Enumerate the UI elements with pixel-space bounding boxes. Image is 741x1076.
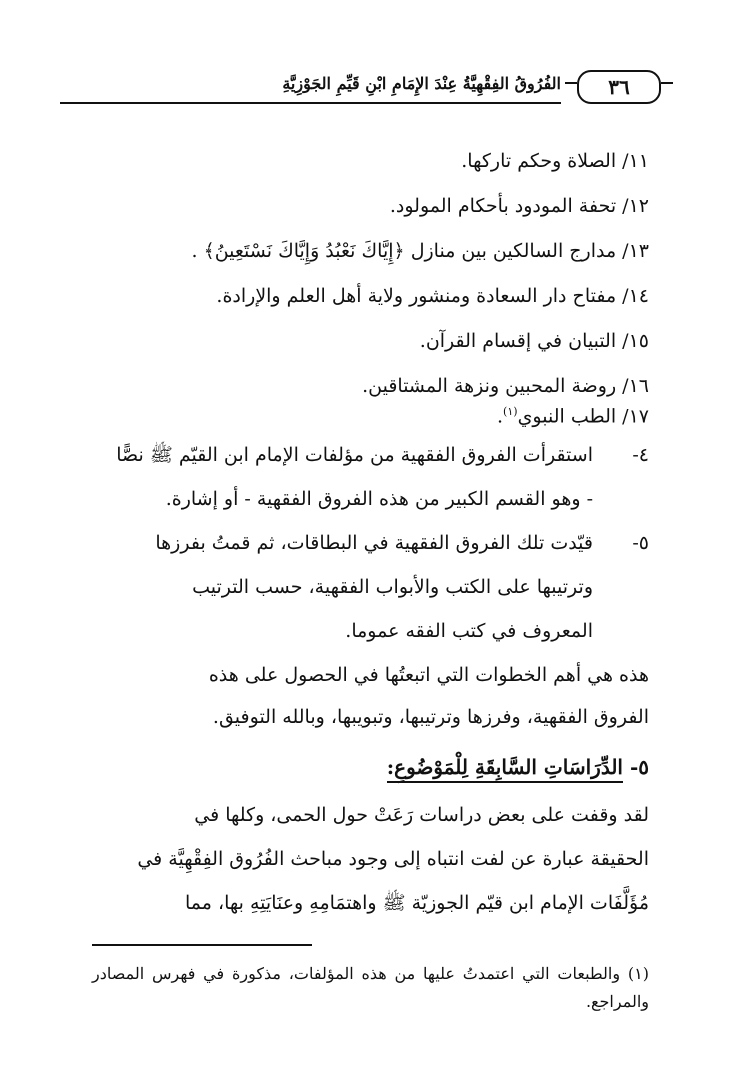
footnote [92, 960, 649, 1016]
section-title: الدِّرَاسَاتِ السَّابِقَةِ لِلْمَوْضُوعِ: [387, 755, 623, 783]
footnote-reference: (١) [503, 405, 518, 418]
section-number: ٥- [629, 755, 649, 779]
summary-line: هذه هي أهم الخطوات التي اتبعتُها في الحصول على هذه [208, 664, 649, 686]
page-header [60, 66, 661, 106]
running-title: الفُرُوقُ الفِقْهِيَّةُ عِنْدَ الإِمَامِ ابْنِ قَيِّمِ الجَوْزِيَّةِ [282, 74, 561, 93]
list-item: ١٦/ روضة المحبين ونزهة المشتاقين. [362, 375, 649, 397]
list-item: ١٤/ مفتاح دار السعادة ومنشور ولاية أهل العلم والإرادة. [216, 285, 649, 307]
section-heading [92, 752, 649, 782]
summary-line: الفروق الفقهية، وفرزها وترتيبها، وتبويبها، وبالله التوفيق. [212, 706, 649, 728]
footnote-divider [92, 944, 312, 946]
page-number: ٣٦ [608, 75, 630, 99]
body-line: لقد وقفت على بعض دراسات رَعَتْ حول الحمى، وكلها في [194, 804, 649, 826]
list-item: ١٥/ التبيان في إقسام القرآن. [419, 330, 649, 352]
page-number-badge [577, 70, 661, 104]
footnote-marker: (١) [627, 964, 649, 983]
header-divider [60, 102, 561, 104]
step-line: استقرأت الفروق الفقهية من مؤلفات الإمام ابن القيّم ﷺ نصًّا [116, 444, 593, 466]
list-item-text: ١٧/ الطب النبوي [517, 405, 649, 428]
step-number: ٥- [632, 532, 649, 554]
step-line: وترتيبها على الكتب والأبواب الفقهية، حسب الترتيب [192, 576, 593, 598]
step-line: - وهو القسم الكبير من هذه الفروق الفقهية - أو إشارة. [165, 488, 593, 510]
list-item: ١٧/ الطب النبوي$^{(١)}$. [497, 405, 649, 428]
footnote-text: والطبعات التي اعتمدتُ عليها من هذه المؤلفات، مذكورة في فهرس المصادر والمراجع. [92, 964, 649, 1011]
step-line: قيّدت تلك الفروق الفقهية في البطاقات، ثم قمتُ بفرزها [155, 532, 593, 554]
body-line: الحقيقة عبارة عن لفت انتباه إلى وجود مباحث الفُرُوق الفِقْهِيَّة في [137, 848, 649, 870]
step-line: المعروف في كتب الفقه عموما. [345, 620, 593, 642]
list-item: ١٢/ تحفة المودود بأحكام المولود. [389, 195, 649, 217]
step-number: ٤- [632, 444, 649, 466]
list-item: ١١/ الصلاة وحكم تاركها. [461, 150, 649, 172]
list-item: ١٣/ مدارج السالكين بين منازل ﴿إِيَّاكَ نَعْبُدُ وَإِيَّاكَ نَسْتَعِينُ﴾ . [191, 240, 649, 262]
body-line: مُؤَلَّفَات الإمام ابن قيّم الجوزيّة ﷺ واهتمَامِهِ وعنَايَتِهِ بها، مما [184, 892, 649, 914]
